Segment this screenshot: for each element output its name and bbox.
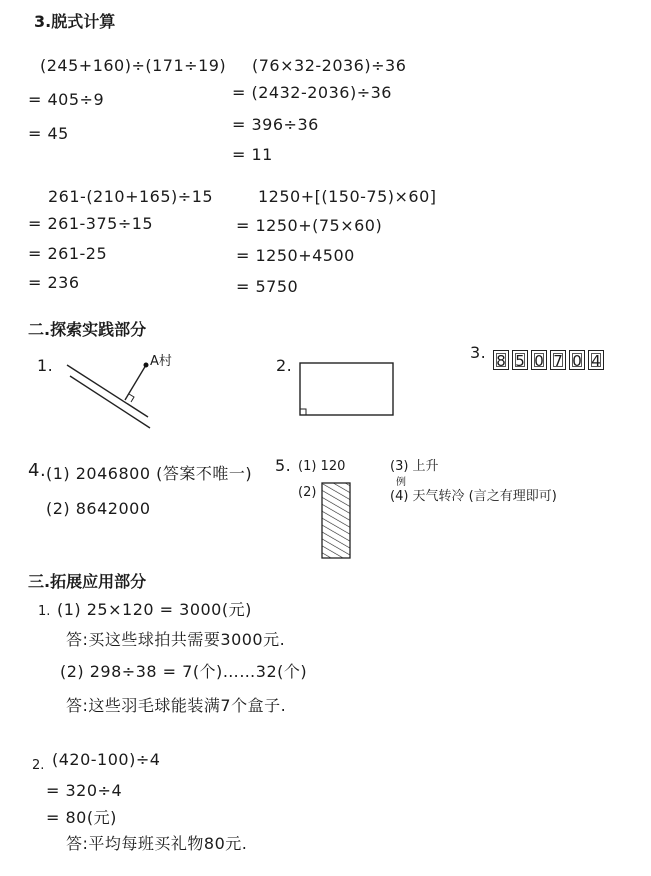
application-q1-part-2-answer: 答:这些羽毛球能装满7个盒子. (66, 696, 287, 715)
digit-card: 4 (588, 350, 604, 370)
question-5-answer-2-label: (2) (298, 485, 317, 500)
village-a-label: A村 (150, 354, 172, 369)
digit-cards (493, 350, 607, 370)
application-q1-part-1-answer: 答:买这些球拍共需要3000元. (66, 630, 286, 649)
digit-card: 0 (531, 350, 547, 370)
perpendicular-line (125, 365, 146, 400)
problem-1-expression: (245+160)÷(171÷19) (40, 56, 227, 75)
section-heading-calc: 3.脱式计算 (34, 12, 116, 31)
problem-2-step-1: = (2432-2036)÷36 (232, 83, 392, 102)
digit-card: 0 (569, 350, 585, 370)
problem-2-step-2: = 396÷36 (232, 115, 319, 134)
question-4-answer-2: (2) 8642000 (46, 499, 151, 518)
problem-2-expression: (76×32-2036)÷36 (252, 56, 407, 75)
digit-card: 7 (550, 350, 566, 370)
question-1-number: 1. (37, 356, 54, 375)
problem-3-step-3: = 236 (28, 273, 80, 292)
question-5-example-note: 例 (396, 477, 406, 488)
digit-card: 5 (512, 350, 528, 370)
question-5-answer-1: (1) 120 (298, 459, 346, 474)
problem-3-expression: 261-(210+165)÷15 (48, 187, 214, 206)
question-4-number: 4. (28, 460, 47, 481)
road-line-lower (70, 376, 150, 428)
problem-4-step-2: = 1250+4500 (236, 246, 355, 265)
right-angle-mark (129, 394, 134, 402)
village-a-point (144, 363, 149, 368)
problem-1-step-1: = 405÷9 (28, 90, 105, 109)
application-q1-part-1: (1) 25×120 = 3000(元) (57, 600, 252, 619)
problem-4-expression: 1250+[(150-75)×60] (258, 187, 437, 206)
road-line-upper (67, 365, 148, 417)
problem-3-step-2: = 261-25 (28, 244, 108, 263)
problem-1-step-2: = 45 (28, 124, 69, 143)
section-heading-extend: 三.拓展应用部分 (28, 572, 147, 591)
question-3-number: 3. (470, 343, 487, 362)
rectangle-drawing (300, 363, 393, 415)
rectangle-right-angle-mark (300, 409, 306, 415)
application-q2-step-1: = 320÷4 (46, 781, 123, 800)
application-q1-part-2: (2) 298÷38 = 7(个)……32(个) (60, 662, 308, 681)
question-5-number: 5. (275, 456, 292, 475)
problem-3-step-1: = 261-375÷15 (28, 214, 154, 233)
application-question-2-number: 2. (32, 758, 45, 773)
question-2-number: 2. (276, 356, 293, 375)
shaded-bar (322, 483, 350, 558)
application-q2-step-2: = 80(元) (46, 808, 117, 827)
problem-2-step-3: = 11 (232, 145, 273, 164)
question-5-answer-4: (4) 天气转冷 (言之有理即可) (390, 489, 557, 504)
problem-4-step-3: = 5750 (236, 277, 299, 296)
problem-4-step-1: = 1250+(75×60) (236, 216, 383, 235)
application-question-1-number: 1. (38, 604, 51, 619)
application-q2-expression: (420-100)÷4 (52, 750, 161, 769)
section-heading-explore: 二.探索实践部分 (28, 320, 147, 339)
application-q2-answer: 答:平均每班买礼物80元. (66, 834, 248, 853)
question-5-answer-3: (3) 上升 (390, 459, 439, 474)
digit-card: 8 (493, 350, 509, 370)
question-4-answer-1: (1) 2046800 (答案不唯一) (46, 464, 253, 483)
